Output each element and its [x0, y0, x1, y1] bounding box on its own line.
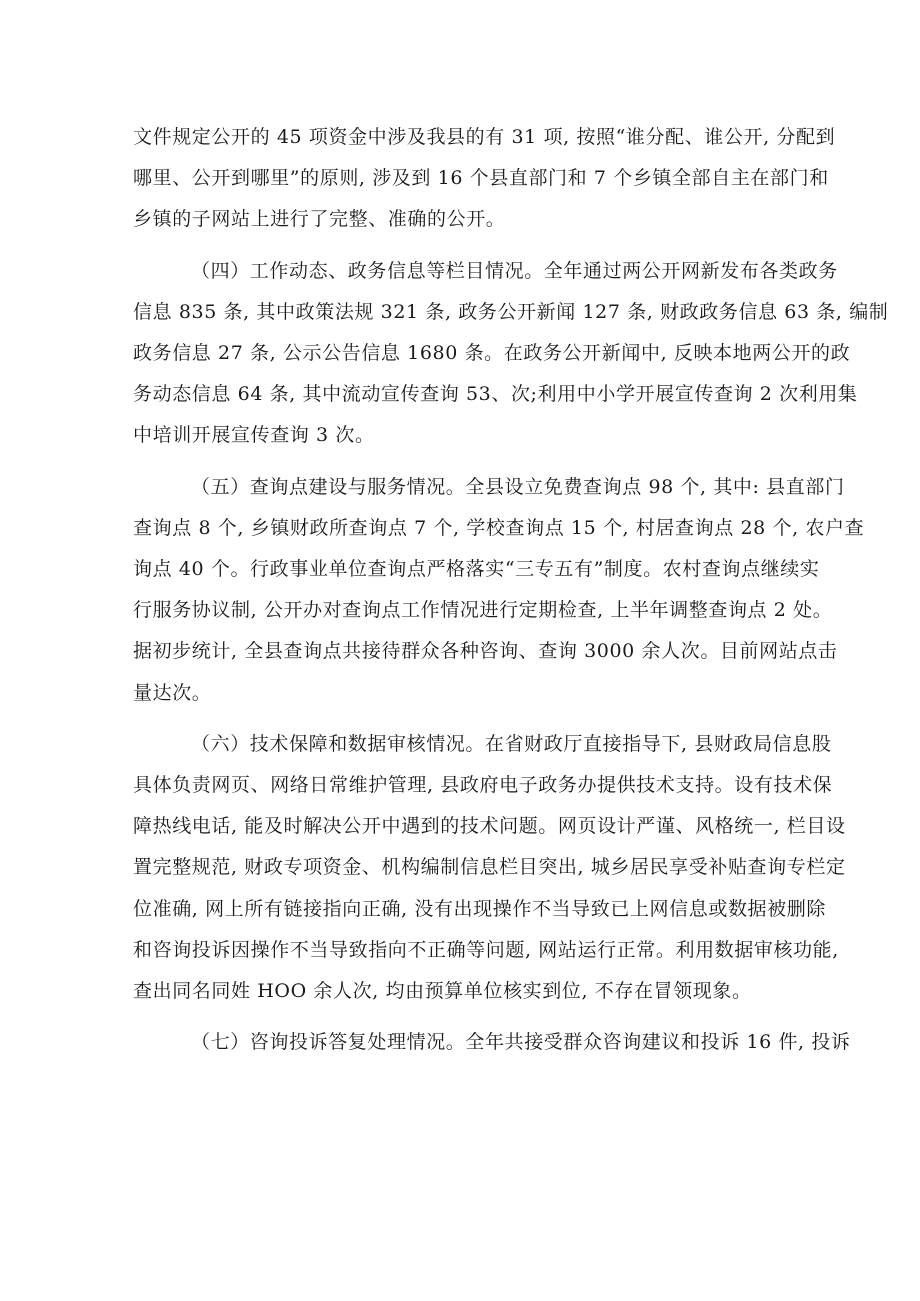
text-line: 询点 40 个。行政事业单位查询点严格落实“三专五有”制度。农村查询点继续实: [133, 558, 820, 581]
text-line: 信息 835 条, 其中政策法规 321 条, 政务公开新闻 127 条, 财政政务信息 63 条, 编制: [133, 300, 889, 323]
paragraph-section-7: [133, 1022, 851, 1063]
text-line: 务动态信息 64 条, 其中流动宣传查询 53、次;利用中小学开展宣传查询 2 次利用集: [133, 383, 858, 406]
text-line: 哪里、公开到哪里”的原则, 涉及到 16 个县直部门和 7 个乡镇全部自主在部门和: [133, 167, 829, 190]
paragraph-section-4: [133, 251, 889, 457]
paragraph-funds-disclosure: [133, 117, 836, 241]
text-line: 量达次。: [133, 681, 212, 704]
text-line: （四）工作动态、政务信息等栏目情况。全年通过两公开网新发布各类政务: [191, 259, 838, 282]
text-line: 和咨询投诉因操作不当导致指向不正确等问题, 网站运行正常。利用数据审核功能,: [133, 938, 839, 961]
text-line: （六）技术保障和数据审核情况。在省财政厅直接指导下, 县财政局信息股: [191, 732, 832, 755]
document-body: [133, 117, 889, 1063]
text-line: 乡镇的子网站上进行了完整、准确的公开。: [133, 208, 506, 231]
text-line: 中培训开展宣传查询 3 次。: [133, 424, 375, 447]
paragraph-section-6: [133, 724, 846, 1012]
text-line: 查询点 8 个, 乡镇财政所查询点 7 个, 学校查询点 15 个, 村居查询点 28 个, 农户查: [133, 516, 865, 539]
text-line: （七）咨询投诉答复处理情况。全年共接受群众咨询建议和投诉 16 件, 投诉: [191, 1031, 851, 1054]
text-line: 文件规定公开的 45 项资金中涉及我县的有 31 项, 按照“谁分配、谁公开, 分配到: [133, 126, 836, 148]
text-line: 据初步统计, 全县查询点共接待群众各种咨询、查询 3000 余人次。目前网站点击: [133, 640, 838, 663]
text-line: 政务信息 27 条, 公示公告信息 1680 条。在政务公开新闻中, 反映本地两公开的政: [133, 342, 851, 365]
text-line: 障热线电话, 能及时解决公开中遇到的技术问题。网页设计严谨、风格统一, 栏目设: [133, 815, 846, 838]
text-line: 行服务协议制, 公开办对查询点工作情况进行定期检查, 上半年调整查询点 2 处。: [133, 599, 833, 622]
paragraph-section-5: [133, 467, 865, 714]
text-line: 具体负责网页、网络日常维护管理, 县政府电子政务办提供技术支持。设有技术保: [133, 774, 833, 797]
text-line: 置完整规范, 财政专项资金、机构编制信息栏目突出, 城乡居民享受补贴查询专栏定: [133, 856, 846, 879]
text-line: 位准确, 网上所有链接指向正确, 没有出现操作不当导致已上网信息或数据被删除: [133, 897, 826, 920]
text-line: 查出同名同姓 HOO 余人次, 均由预算单位核实到位, 不存在冒领现象。: [133, 980, 752, 1003]
text-line: （五）查询点建设与服务情况。全县设立免费查询点 98 个, 其中: 县直部门: [191, 475, 845, 498]
